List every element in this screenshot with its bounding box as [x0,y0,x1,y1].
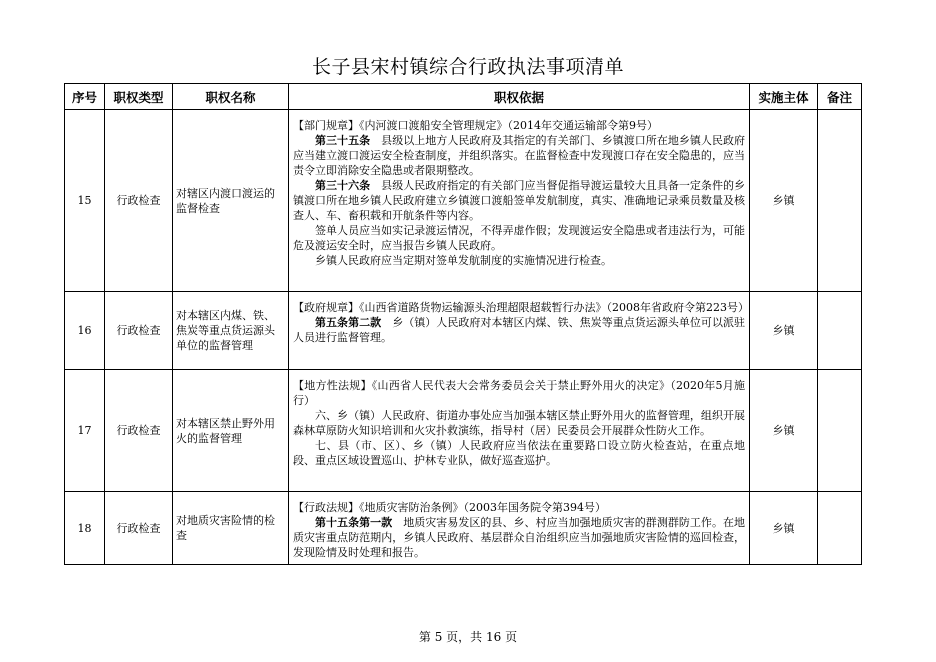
row-basis [289,292,750,370]
header-type: 职权类型 [105,84,173,110]
page-title: 长子县宋村镇综合行政执法事项清单 [311,56,624,78]
basis-para [293,515,745,560]
row-name: 对本辖区内煤、铁、焦炭等重点货运源头单位的监督管理 [173,292,289,370]
table-row [65,110,862,292]
article-text: 签单人员应当如实记录渡运情况，不得弄虚作假；发现渡运安全隐患或者违法行为，可能危及渡运安全时，应当报告乡镇人民政府。 [293,224,745,252]
row-basis [289,110,750,292]
basis-para [293,223,745,253]
row-type: 行政检查 [105,110,173,292]
row-basis [289,370,750,492]
basis-head: 【行政法规】《地质灾害防治条例》（2003年国务院令第394号） [293,501,606,514]
row-note [818,492,862,565]
row-no: 18 [65,492,105,565]
header-basis: 职权依据 [289,84,750,110]
row-no: 17 [65,370,105,492]
table-row [65,370,862,492]
basis-para [293,133,745,178]
article-label: 第五条第二款 [315,316,382,329]
basis-para [293,408,745,438]
row-note [818,292,862,370]
article-label: 第十五条第一款 [315,516,393,529]
article-text: 地质灾害易发区的县、乡、村应当加强地质灾害的群测群防工作。在地质灾害重点防范期内，乡镇人民政府、基层群众自治组织应当加强地质灾害险情的巡回检查，发现险情及时处理和报告。 [293,516,746,559]
header-note: 备注 [818,84,862,110]
basis-head: 【政府规章】《山西省道路货物运输源头治理超限超载暂行办法》（2008年省政府令第223号） [293,301,749,314]
article-text: 六、乡（镇）人民政府、街道办事处应当加强本辖区禁止野外用火的监督管理，组织开展森林草原防火知识培训和火灾扑救演练，指导村（居）民委员会开展群众性防火工作。 [293,409,745,437]
article-text: 县级人民政府指定的有关部门应当督促指导渡运量较大且具备一定条件的乡镇渡口所在地乡镇人民政府建立乡镇渡口渡船签单发航制度，真实、准确地记录乘员数量及核查人、车、畜积载和开航条件等内容。 [293,179,746,222]
row-type: 行政检查 [105,292,173,370]
table-header-row [65,84,862,110]
page-footer: 第 5 页，共 16 页 [418,630,518,644]
row-basis [289,492,750,565]
basis-head: 【地方性法规】《山西省人民代表大会常务委员会关于禁止野外用火的决定》（2020年5月施行） [293,379,745,407]
article-text: 乡（镇）人民政府对本辖区内煤、铁、焦炭等重点货运源头单位可以派驻人员进行监督管理。 [293,316,746,344]
article-label: 第三十六条 [315,179,371,192]
basis-para [293,253,745,268]
row-name: 对辖区内渡口渡运的监督检查 [173,110,289,292]
row-type: 行政检查 [105,492,173,565]
row-note [818,110,862,292]
header-name: 职权名称 [173,84,289,110]
row-subject: 乡镇 [750,492,818,565]
table-row [65,492,862,565]
matters-table [64,83,862,565]
basis-para [293,438,745,468]
article-text: 乡镇人民政府应当定期对签单发航制度的实施情况进行检查。 [315,254,612,267]
article-label: 第三十五条 [315,134,371,147]
row-no: 16 [65,292,105,370]
row-name: 对地质灾害险情的检查 [173,492,289,565]
row-subject: 乡镇 [750,110,818,292]
table-row [65,292,862,370]
row-type: 行政检查 [105,370,173,492]
row-subject: 乡镇 [750,370,818,492]
article-text: 七、县（市、区）、乡（镇）人民政府应当依法在重要路口设立防火检查站，在重点地段、重点区域设置巡山、护林专业队，做好巡查巡护。 [293,439,745,467]
row-no: 15 [65,110,105,292]
basis-head: 【部门规章】《内河渡口渡船安全管理规定》（2014年交通运输部令第9号） [293,119,658,132]
header-no: 序号 [65,84,105,110]
row-name: 对本辖区禁止野外用火的监督管理 [173,370,289,492]
basis-para [293,315,745,345]
row-note [818,370,862,492]
row-subject: 乡镇 [750,292,818,370]
article-text: 县级以上地方人民政府及其指定的有关部门、乡镇渡口所在地乡镇人民政府应当建立渡口渡运安全检查制度，并组织落实。在监督检查中发现渡口存在安全隐患的，应当责令立即消除安全隐患或者限期整改。 [293,134,746,177]
basis-para [293,178,745,223]
header-subject: 实施主体 [750,84,818,110]
